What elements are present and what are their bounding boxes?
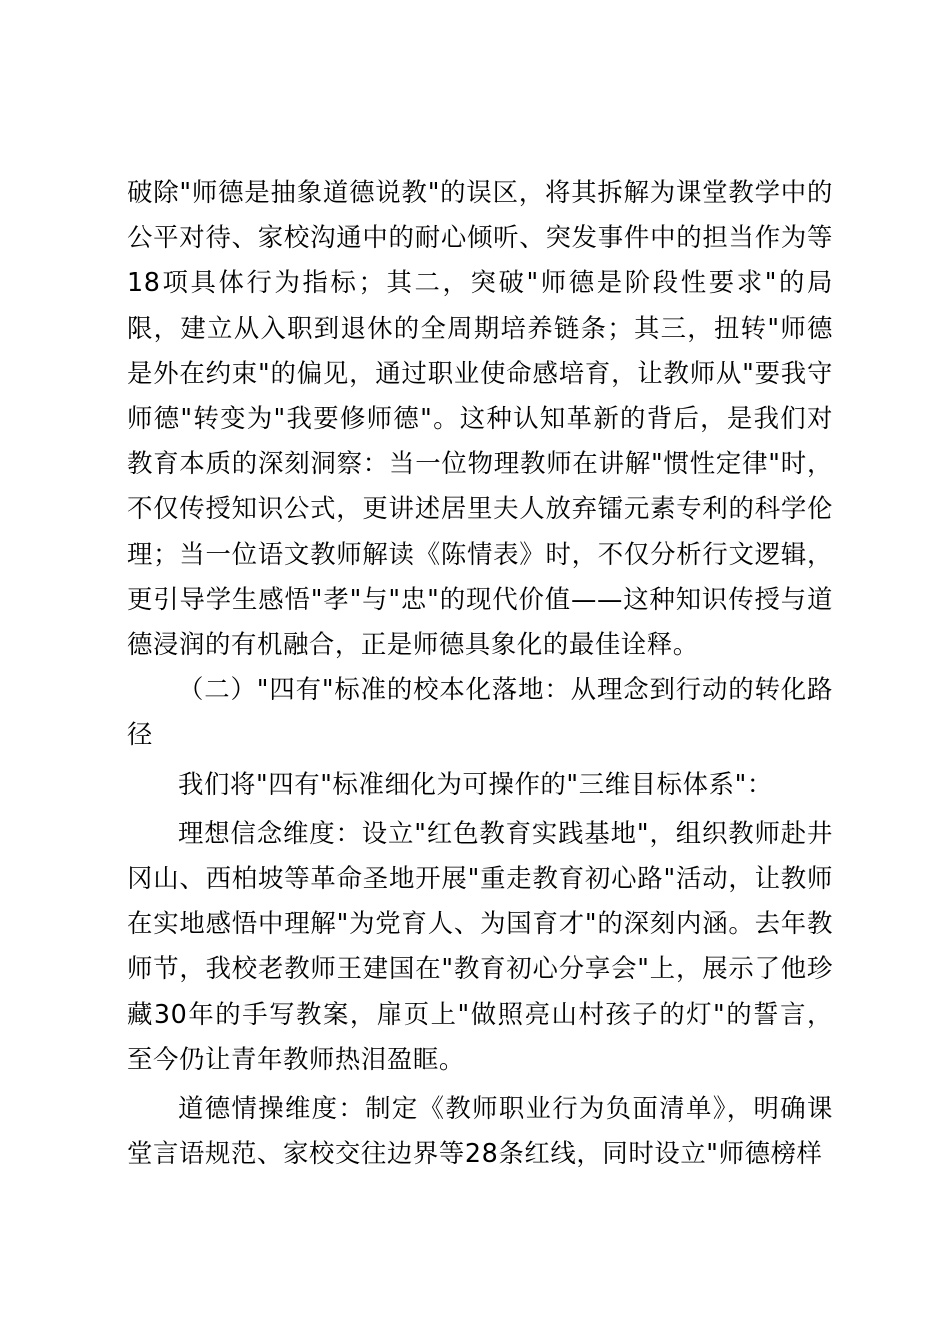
- section-heading: （二）"四有"标准的校本化落地：从理念到行动的转化路径: [127, 674, 833, 750]
- paragraph-moral-sentiment: 道德情操维度：制定《教师职业行为负面清单》，明确课堂言语规范、家校交往边界等28条红线，同时设立"师德榜样: [127, 1093, 833, 1169]
- paragraph-ideal-belief: 理想信念维度：设立"红色教育实践基地"，组织教师赴井冈山、西柏坡等革命圣地开展"重走教育初心路"活动，让教师在实地感悟中理解"为党育人、为国育才"的深刻内涵。去年教师节，我校老教师王建国在"教育初心分享会"上，展示了他珍藏30年的手写教案，扉页上"做照亮山村孩子的灯"的誓言，至今仍让青年教师热泪盈眶。: [127, 817, 833, 1074]
- paragraph-continuation: 破除"师德是抽象道德说教"的误区，将其拆解为课堂教学中的公平对待、家校沟通中的耐心倾听、突发事件中的担当作为等18项具体行为指标；其二，突破"师德是阶段性要求"的局限，建立从入职到退休的全周期培养链条；其三，扭转"师德是外在约束"的偏见，通过职业使命感培育，让教师从"要我守师德"转变为"我要修师德"。这种认知革新的背后，是我们对教育本质的深刻洞察：当一位物理教师在讲解"惯性定律"时，不仅传授知识公式，更讲述居里夫人放弃镭元素专利的科学伦理；当一位语文教师解读《陈情表》时，不仅分析行文逻辑，更引导学生感悟"孝"与"忠"的现代价值——这种知识传授与道德浸润的有机融合，正是师德具象化的最佳诠释。: [127, 177, 833, 660]
- document-body: [127, 170, 833, 1176]
- paragraph-intro: 我们将"四有"标准细化为可操作的"三维目标体系"：: [178, 768, 773, 799]
